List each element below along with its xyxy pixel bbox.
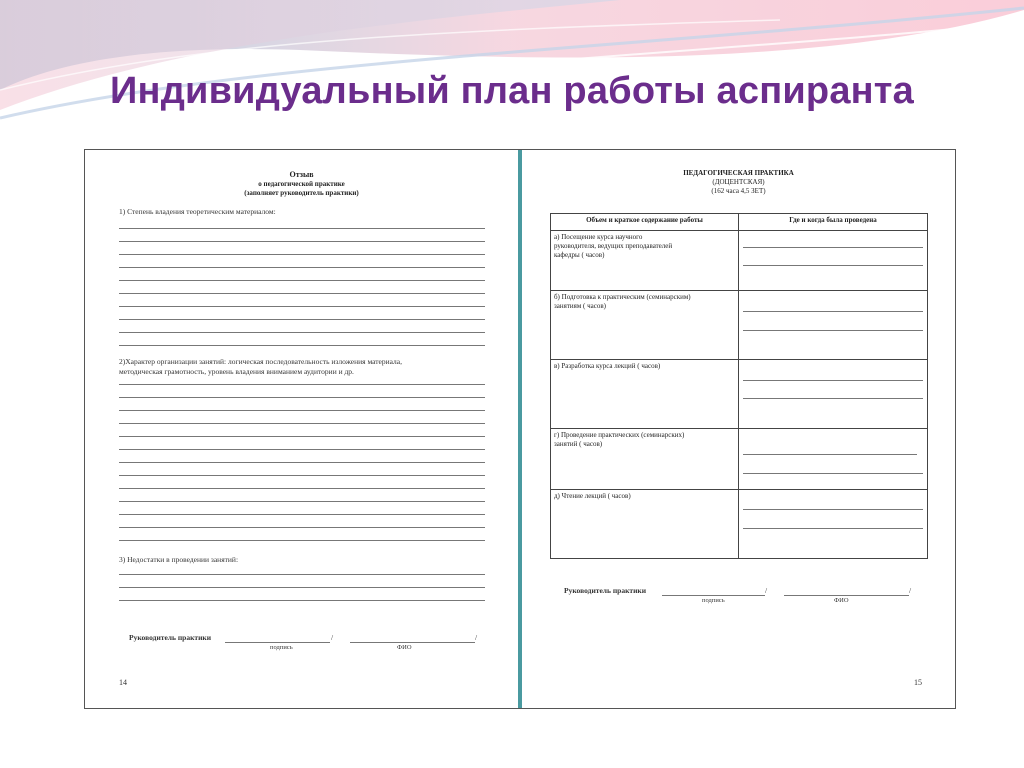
page-number-left: 14 xyxy=(119,678,127,687)
question-1: 1) Степень владения теоретическим материалом: xyxy=(119,207,276,216)
table-cell-where xyxy=(739,360,928,429)
practice-table xyxy=(550,213,928,559)
review-heading: Отзыв xyxy=(289,170,314,179)
right-page: ПЕДАГОГИЧЕСКАЯ ПРАКТИКА (ДОЦЕНТСКАЯ) (162 часа 4,5 ЗЕТ) Объем и краткое содержание работы Где и когда была проведена а) Посещение курса научного руководителя, ведущих преподавателей кафедры ( часов) б) Подготовка к практическим (семинарским) занятиям ( часов) в) Разработка курса лекций ( часов) г) Проведение практических (семинарских) занятий ( часов) д) Чтение лекций ( часов) Руководитель практики / / подпись ФИО 15 xyxy=(522,150,955,708)
table-row: г) Проведение практических (семинарских) занятий ( часов) xyxy=(551,429,928,490)
practice-hours: (162 часа 4,5 ЗЕТ) xyxy=(711,187,766,195)
slide-title: Индивидуальный план работы аспиранта xyxy=(110,70,914,112)
question-2-line2: методическая грамотность, уровень владения вниманием аудитории и др. xyxy=(119,367,354,376)
table-cell-where xyxy=(739,291,928,360)
practice-type: (ДОЦЕНТСКАЯ) xyxy=(712,178,765,186)
page-number-right: 15 xyxy=(914,678,922,687)
name-line xyxy=(350,642,475,643)
table-cell-where xyxy=(739,429,928,490)
question-2-line1: 2)Характер организации занятий: логическая последовательность изложения материала, xyxy=(119,357,402,366)
table-row: б) Подготовка к практическим (семинарским) занятиям ( часов) xyxy=(551,291,928,360)
signature-caption: подпись xyxy=(270,644,293,651)
table-header-row xyxy=(551,214,928,231)
supervisor-signature-label: Руководитель практики xyxy=(129,633,212,642)
column-header-content: Объем и краткое содержание работы xyxy=(551,214,739,231)
table-row: в) Разработка курса лекций ( часов) xyxy=(551,360,928,429)
document-spread xyxy=(84,149,956,709)
question-3: 3) Недостатки в проведении занятий: xyxy=(119,555,239,564)
name-caption: ФИО xyxy=(397,644,412,651)
signature-caption-right: подпись xyxy=(702,597,725,604)
table-cell-where xyxy=(739,490,928,559)
review-subheading: о педагогической практике xyxy=(258,180,345,188)
supervisor-signature-label-right: Руководитель практики xyxy=(564,586,647,595)
table-cell-where xyxy=(739,231,928,291)
practice-heading: ПЕДАГОГИЧЕСКАЯ ПРАКТИКА xyxy=(683,169,794,177)
table-row: д) Чтение лекций ( часов) xyxy=(551,490,928,559)
table-row: а) Посещение курса научного руководителя, ведущих преподавателей кафедры ( часов) xyxy=(551,231,928,291)
left-page: Отзыв о педагогической практике (заполняет руководитель практики) 1) Степень владения теоретическим материалом: 2)Характер организации занятий: логическая последовательность изложения материала, методическая грамотность, уровень владения вниманием аудитории и др. 3) Недостатки в проведении занятий: Руководитель практики / / подпись ФИО 14 xyxy=(85,150,518,708)
column-header-where-when: Где и когда была проведена xyxy=(739,214,928,231)
name-caption-right: ФИО xyxy=(834,597,849,604)
review-filled-by: (заполняет руководитель практики) xyxy=(244,189,359,197)
